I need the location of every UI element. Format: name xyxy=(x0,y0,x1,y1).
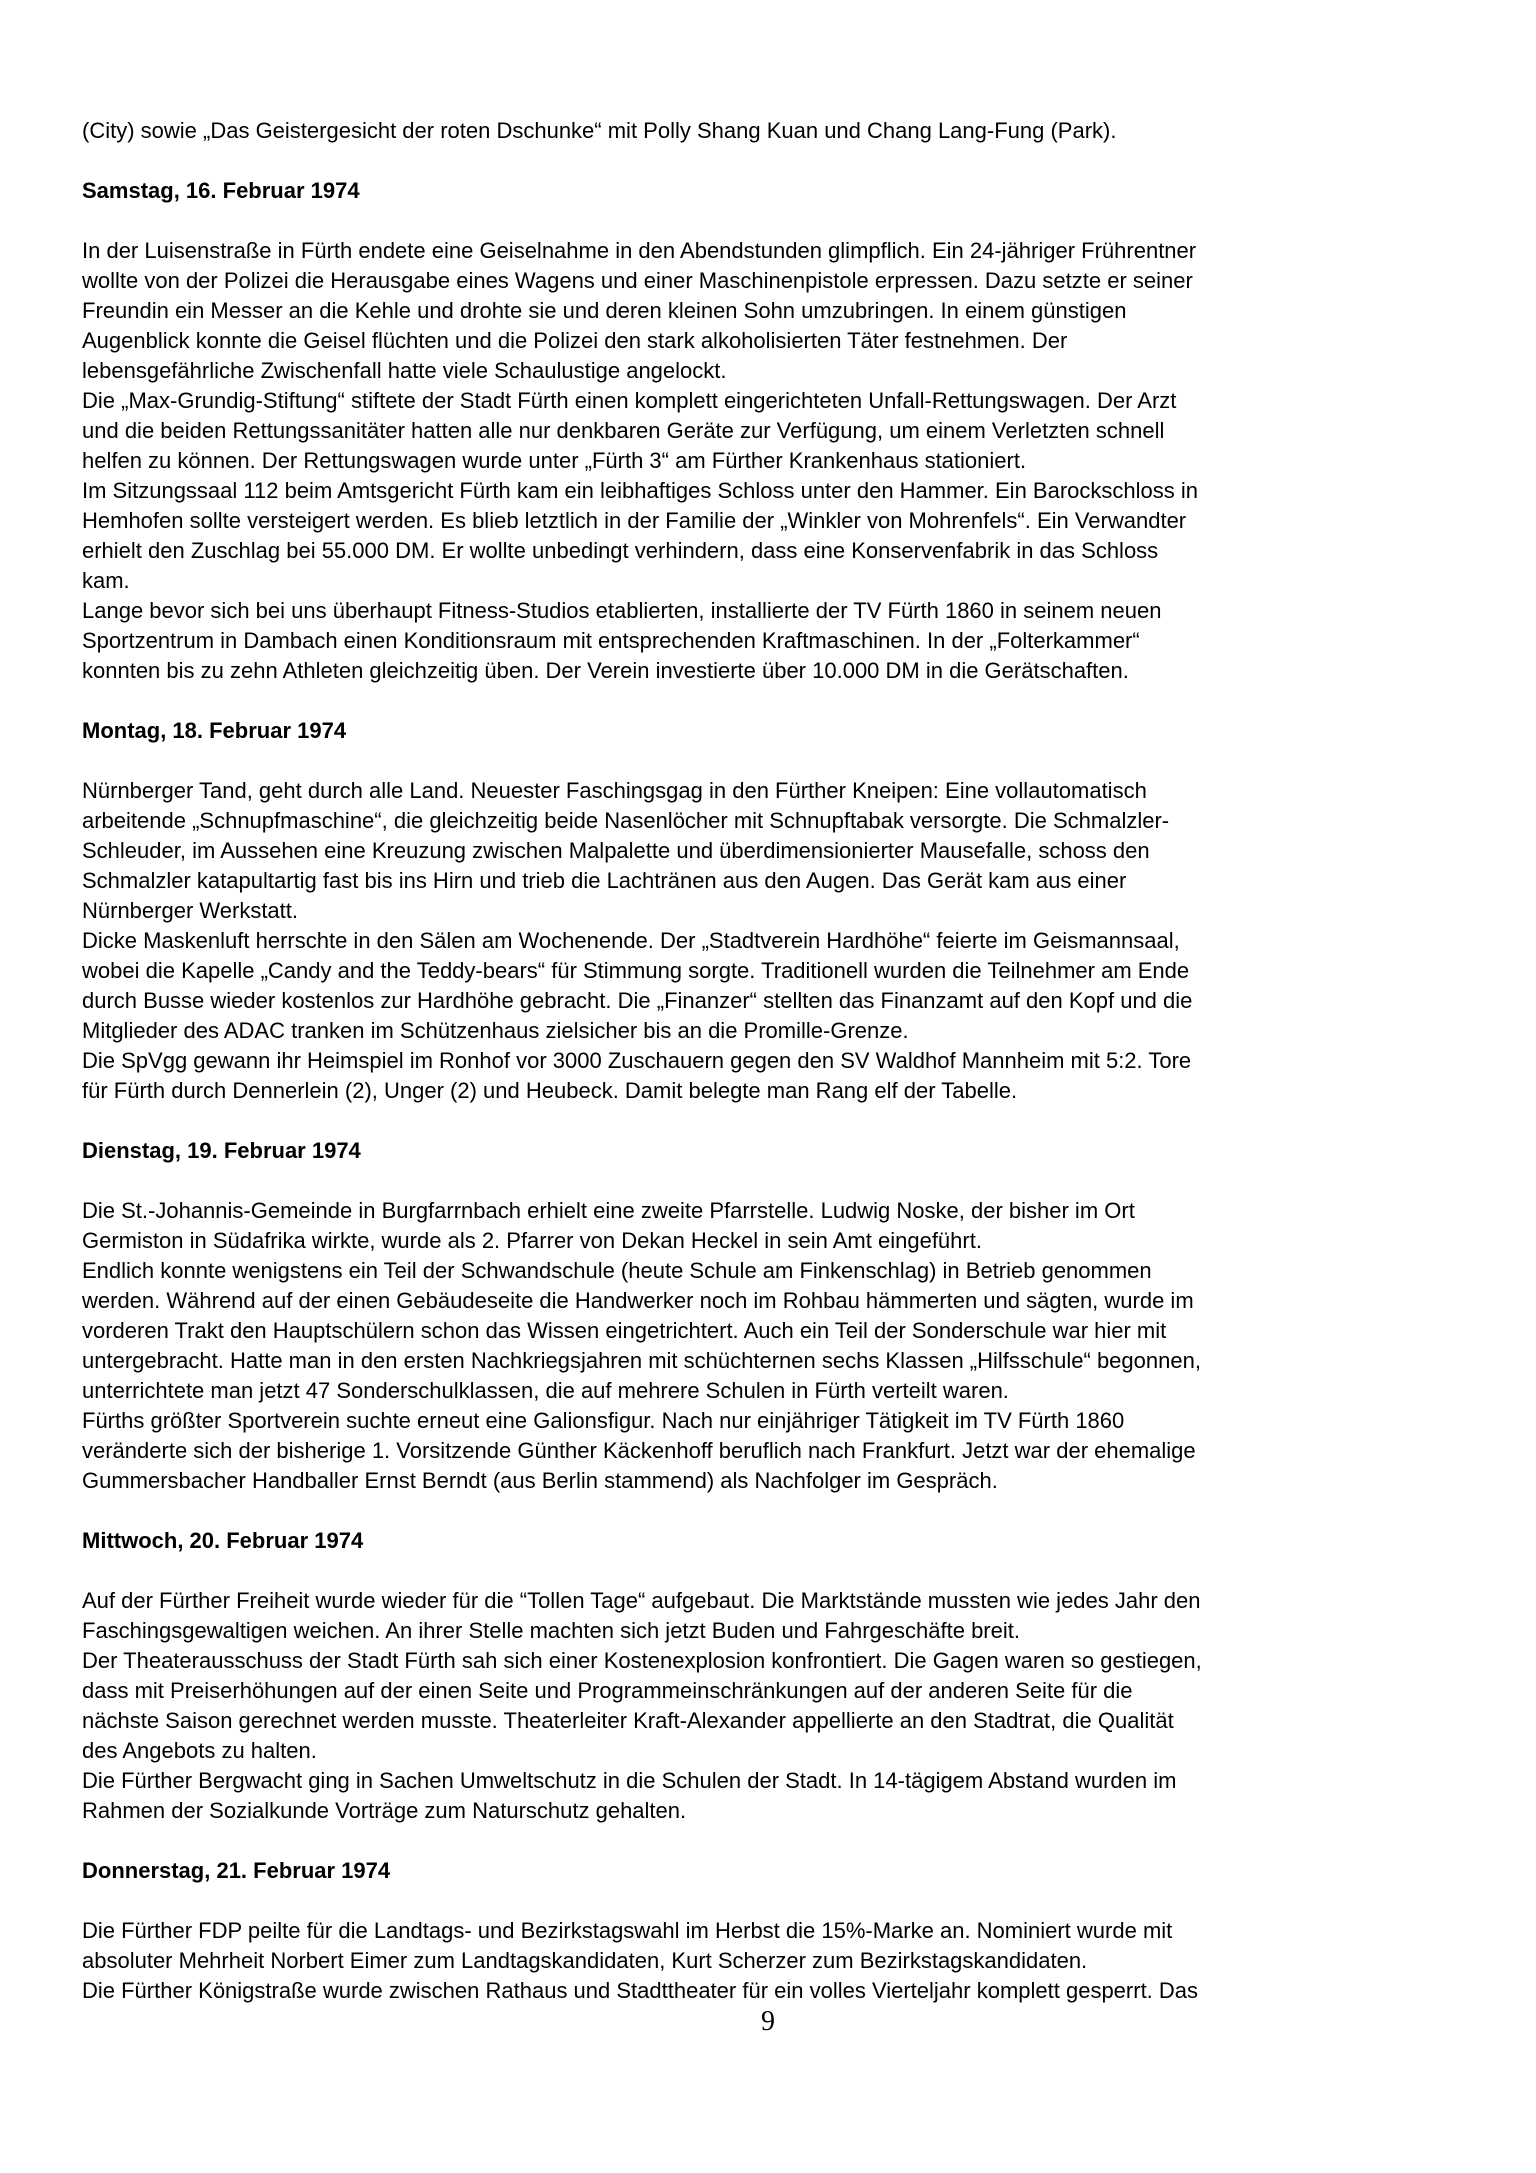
text-line: Die Fürther FDP peilte für die Landtags- und Bezirkstagswahl im Herbst die 15%-Marke an. Nominiert wurde mit xyxy=(82,1918,1173,1943)
text-line: Augenblick konnte die Geisel flüchten und die Polizei den stark alkoholisierten Täter festnehmen. Der xyxy=(82,328,1068,353)
text-line: untergebracht. Hatte man in den ersten Nachkriegsjahren mit schüchternen sechs Klassen „Hilfsschule“ begonnen, xyxy=(82,1348,1201,1373)
text-line: Die St.-Johannis-Gemeinde in Burgfarrnbach erhielt eine zweite Pfarrstelle. Ludwig Noske, der bisher im Ort xyxy=(82,1198,1135,1223)
page-number: 9 xyxy=(761,2006,775,2037)
text-line: Germiston in Südafrika wirkte, wurde als 2. Pfarrer von Dekan Heckel in sein Amt eingeführt. xyxy=(82,1228,982,1253)
text-line: Lange bevor sich bei uns überhaupt Fitness-Studios etablierten, installierte der TV Fürth 1860 in seinem neuen xyxy=(82,598,1162,623)
section-block xyxy=(82,1586,1508,1826)
text-line: durch Busse wieder kostenlos zur Hardhöhe gebracht. Die „Finanzer“ stellten das Finanzamt auf den Kopf und die xyxy=(82,988,1193,1013)
text-line: nächste Saison gerechnet werden musste. Theaterleiter Kraft-Alexander appellierte an den Stadtrat, die Qualität xyxy=(82,1708,1174,1733)
text-line: Fürths größter Sportverein suchte erneut eine Galionsfigur. Nach nur einjähriger Tätigkeit im TV Fürth 1860 xyxy=(82,1408,1125,1433)
text-line: Mitglieder des ADAC tranken im Schützenhaus zielsicher bis an die Promille-Grenze. xyxy=(82,1018,909,1043)
text-line: Gummersbacher Handballer Ernst Berndt (aus Berlin stammend) als Nachfolger im Gespräch. xyxy=(82,1468,998,1493)
text-line: Der Theaterausschuss der Stadt Fürth sah sich einer Kostenexplosion konfrontiert. Die Gagen waren so gestiegen, xyxy=(82,1648,1202,1673)
text-line: Rahmen der Sozialkunde Vorträge zum Naturschutz gehalten. xyxy=(82,1798,687,1823)
text-line: veränderte sich der bisherige 1. Vorsitzende Günther Käckenhoff beruflich nach Frankfurt. Jetzt war der ehemalige xyxy=(82,1438,1196,1463)
text-line: helfen zu können. Der Rettungswagen wurde unter „Fürth 3“ am Fürther Krankenhaus stationiert. xyxy=(82,448,1027,473)
text-line: Hemhofen sollte versteigert werden. Es blieb letztlich in der Familie der „Winkler von Mohrenfels“. Ein Verwandter xyxy=(82,508,1187,533)
text-line: Nürnberger Tand, geht durch alle Land. Neuester Faschingsgag in den Fürther Kneipen: Eine vollautomatisch xyxy=(82,778,1147,803)
text-line: unterrichtete man jetzt 47 Sonderschulklassen, die auf mehrere Schulen in Fürth verteilt waren. xyxy=(82,1378,1009,1403)
text-line: In der Luisenstraße in Fürth endete eine Geiselnahme in den Abendstunden glimpflich. Ein 24-jähriger Frührentner xyxy=(82,238,1197,263)
text-line: Schmalzler katapultartig fast bis ins Hirn und trieb die Lachtränen aus den Augen. Das Gerät kam aus einer xyxy=(82,868,1127,893)
text-line: Die „Max-Grundig-Stiftung“ stiftete der Stadt Fürth einen komplett eingerichteten Unfall-Rettungswagen. Der Arzt xyxy=(82,388,1177,413)
text-line: und die beiden Rettungssanitäter hatten alle nur denkbaren Geräte zur Verfügung, um einem Verletzten schnell xyxy=(82,418,1165,443)
text-line: wobei die Kapelle „Candy and the Teddy-bears“ für Stimmung sorgte. Traditionell wurden die Teilnehmer am Ende xyxy=(82,958,1190,983)
text-line: lebensgefährliche Zwischenfall hatte viele Schaulustige angelockt. xyxy=(82,358,727,383)
text-line: Endlich konnte wenigstens ein Teil der Schwandschule (heute Schule am Finkenschlag) in Betrieb genommen xyxy=(82,1258,1152,1283)
text-line: arbeitende „Schnupfmaschine“, die gleichzeitig beide Nasenlöcher mit Schnupftabak versorgte. Die Schmalzler- xyxy=(82,808,1170,833)
text-line: Dicke Maskenluft herrschte in den Sälen am Wochenende. Der „Stadtverein Hardhöhe“ feierte im Geismannsaal, xyxy=(82,928,1180,953)
text-line: Die Fürther Bergwacht ging in Sachen Umweltschutz in die Schulen der Stadt. In 14-tägigem Abstand wurden im xyxy=(82,1768,1177,1793)
text-line: Schleuder, im Aussehen eine Kreuzung zwischen Malpalette und überdimensionierter Mausefalle, schoss den xyxy=(82,838,1150,863)
text-line: Sportzentrum in Dambach einen Konditionsraum mit entsprechenden Kraftmaschinen. In der „Folterkammer“ xyxy=(82,628,1140,653)
text-line: Nürnberger Werkstatt. xyxy=(82,898,299,923)
text-line: erhielt den Zuschlag bei 55.000 DM. Er wollte unbedingt verhindern, dass eine Konservenfabrik in das Schloss xyxy=(82,538,1159,563)
text-line: des Angebots zu halten. xyxy=(82,1738,317,1763)
text-line: vorderen Trakt den Hauptschülern schon das Wissen eingetrichtert. Auch ein Teil der Sonderschule war hier mit xyxy=(82,1318,1167,1343)
section-heading: Samstag, 16. Februar 1974 xyxy=(82,178,360,203)
text-line: konnten bis zu zehn Athleten gleichzeitig üben. Der Verein investierte über 10.000 DM in die Gerätschaften. xyxy=(82,658,1129,683)
intro-line: (City) sowie „Das Geistergesicht der roten Dschunke“ mit Polly Shang Kuan und Chang Lang-Fung (Park). xyxy=(82,118,1117,143)
text-line: kam. xyxy=(82,568,130,593)
text-line: Die SpVgg gewann ihr Heimspiel im Ronhof vor 3000 Zuschauern gegen den SV Waldhof Mannheim mit 5:2. Tore xyxy=(82,1048,1192,1073)
text-line: Faschingsgewaltigen weichen. An ihrer Stelle machten sich jetzt Buden und Fahrgeschäfte breit. xyxy=(82,1618,1020,1643)
text-line: werden. Während auf der einen Gebäudeseite die Handwerker noch im Rohbau hämmerten und sägten, wurde im xyxy=(82,1288,1194,1313)
section-heading: Mittwoch, 20. Februar 1974 xyxy=(82,1528,364,1553)
text-line: Die Fürther Königstraße wurde zwischen Rathaus und Stadttheater für ein volles Vierteljahr komplett gesperrt. Das xyxy=(82,1978,1199,2003)
text-line: für Fürth durch Dennerlein (2), Unger (2) und Heubeck. Damit belegte man Rang elf der Tabelle. xyxy=(82,1078,1018,1103)
section-block xyxy=(82,236,1508,686)
section-block xyxy=(82,776,1508,1106)
section-heading: Dienstag, 19. Februar 1974 xyxy=(82,1138,361,1163)
text-line: dass mit Preiserhöhungen auf der einen Seite und Programmeinschränkungen auf der anderen Seite für die xyxy=(82,1678,1133,1703)
text-line: wollte von der Polizei die Herausgabe eines Wagens und einer Maschinenpistole erpressen. Dazu setzte er seiner xyxy=(82,268,1193,293)
text-line: Auf der Fürther Freiheit wurde wieder für die “Tollen Tage“ aufgebaut. Die Marktstände mussten wie jedes Jahr den xyxy=(82,1588,1201,1613)
text-line: absoluter Mehrheit Norbert Eimer zum Landtagskandidaten, Kurt Scherzer zum Bezirkstagskandidaten. xyxy=(82,1948,1088,1973)
text-line: Freundin ein Messer an die Kehle und drohte sie und deren kleinen Sohn umzubringen. In einem günstigen xyxy=(82,298,1127,323)
section-block xyxy=(82,1916,1508,2006)
text-line: Im Sitzungssaal 112 beim Amtsgericht Fürth kam ein leibhaftiges Schloss unter den Hammer. Ein Barockschloss in xyxy=(82,478,1198,503)
document-body xyxy=(82,176,1508,2006)
section-heading: Donnerstag, 21. Februar 1974 xyxy=(82,1858,391,1883)
section-heading: Montag, 18. Februar 1974 xyxy=(82,718,347,743)
section-block xyxy=(82,1196,1508,1496)
